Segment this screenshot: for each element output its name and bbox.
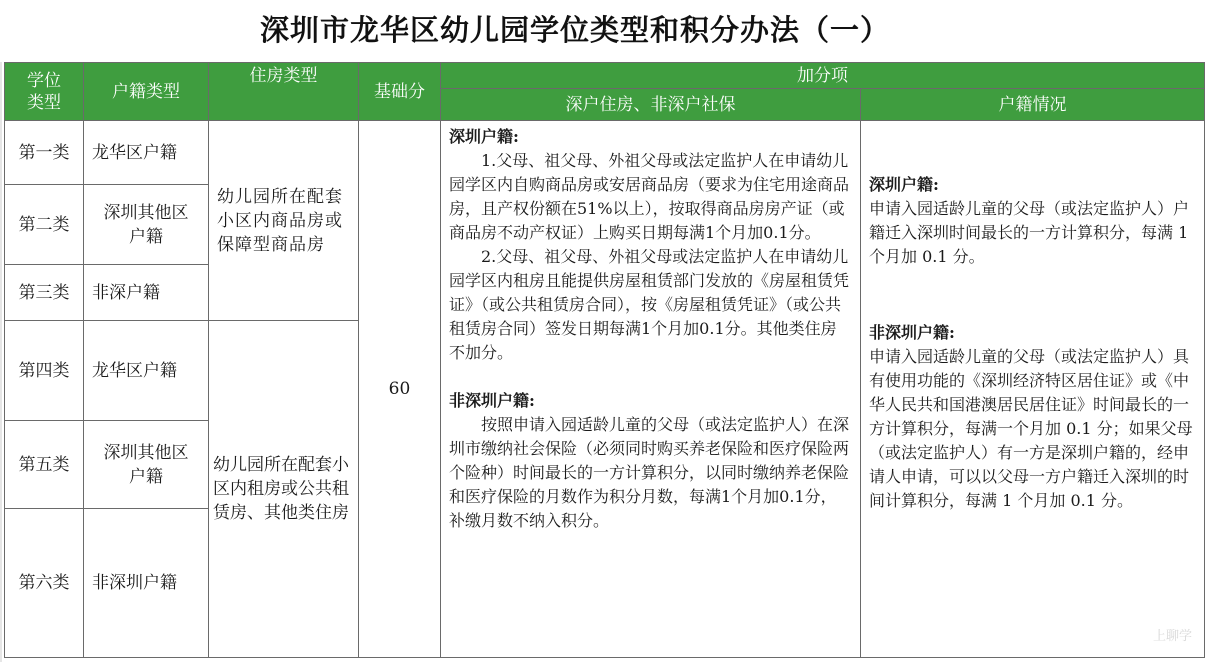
huji-sz-text: 申请入园适龄儿童的父母（或法定监护人）户籍迁入深圳时间最长的一方计算积分，每满 1 个月加 0.1 分。	[869, 199, 1190, 266]
housing-group-cell: 幼儿园所在配套小区内商品房或保障型商品房	[209, 121, 359, 321]
huji-cell: 龙华区户籍	[84, 121, 209, 185]
huji-cell: 深圳其他区 户籍	[84, 421, 209, 509]
points-table	[4, 62, 1205, 658]
bonus-huji-cell	[861, 121, 1205, 658]
category-cell: 第一类	[5, 121, 84, 185]
category-cell: 第五类	[5, 421, 84, 509]
watermark: 上聊学	[1152, 629, 1192, 644]
header-category: 学位 类型	[5, 63, 84, 121]
huji-non-sz-heading: 非深圳户籍:	[869, 323, 955, 342]
header-bonus: 加分项	[441, 63, 1205, 89]
page-title: 深圳市龙华区幼儿园学位类型和积分办法（一）	[259, 13, 890, 47]
non-sz-heading: 非深圳户籍:	[449, 391, 535, 410]
housing-group-cell: 幼儿园所在配套小区内租房或公共租赁房、其他类住房	[209, 321, 359, 658]
huji-non-sz-text: 申请入园适龄儿童的父母（或法定监护人）具有使用功能的《深圳经济特区居住证》或《中华人民共和国港澳居民居住证》时间最长的一方计算积分，每满一个月加 0.1 分；如果父母（或法定监护人）有一方是深圳户籍的，经申请人申请，可以以父母一方户籍迁入深圳的时间计算积分，每满 1 个月加 0.1 分。	[869, 347, 1193, 510]
sz-item-2: 2.父母、祖父母、外祖父母或法定监护人在申请幼儿园学区内租房且能提供房屋租赁部门发放的《房屋租赁凭证》（或公共租赁房合同），按《房屋租赁凭证》（或公共租赁房合同）签发日期每满1个月加0.1分。其他类住房不加分。	[449, 247, 850, 362]
huji-cell: 龙华区户籍	[84, 321, 209, 421]
category-cell: 第四类	[5, 321, 84, 421]
huji-cell: 深圳其他区 户籍	[84, 185, 209, 265]
header-bonus-huji: 户籍情况	[861, 89, 1205, 121]
huji-cell: 非深圳户籍	[84, 509, 209, 658]
bonus-housing-cell	[441, 121, 861, 658]
header-base-score: 基础分	[359, 63, 441, 121]
category-cell: 第二类	[5, 185, 84, 265]
header-huji-type: 户籍类型	[84, 63, 209, 121]
huji-sz-heading: 深圳户籍:	[869, 175, 939, 194]
category-cell: 第三类	[5, 265, 84, 321]
header-housing-type: 住房类型	[209, 63, 359, 121]
left-margin-line	[0, 62, 2, 662]
sz-heading: 深圳户籍:	[449, 127, 519, 146]
header-bonus-housing: 深户住房、非深户社保	[441, 89, 861, 121]
huji-cell: 非深户籍	[84, 265, 209, 321]
category-cell: 第六类	[5, 509, 84, 658]
sz-item-1: 1.父母、祖父母、外祖父母或法定监护人在申请幼儿园学区内自购商品房或安居商品房（要求为住宅用途商品房，且产权份额在51%以上），按取得商品房房产证（或商品房不动产权证）上购买日期每满1个月加0.1分。	[449, 151, 850, 242]
base-score-cell: 60	[359, 121, 441, 658]
non-sz-text: 按照申请入园适龄儿童的父母（或法定监护人）在深圳市缴纳社会保险（必须同时购买养老保险和医疗保险两个险种）时间最长的一方计算积分，以同时缴纳养老保险和医疗保险的月数作为积分月数，每满1个月加0.1分，补缴月数不纳入积分。	[449, 415, 850, 530]
